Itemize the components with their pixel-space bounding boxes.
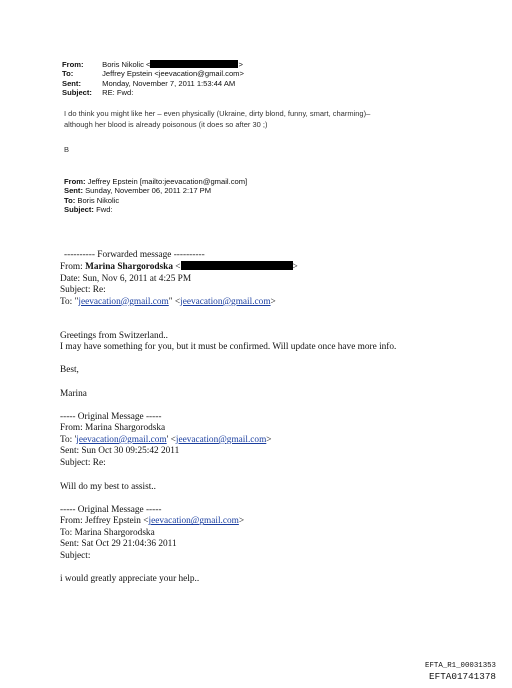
original1-to-prefix: To: ' (60, 434, 77, 445)
forwarded-to-end: > (270, 296, 276, 307)
forwarded-to-link1[interactable]: jeevacation@gmail.com (78, 296, 169, 307)
forward-from-value: Jeffrey Epstein [mailto:jeevacation@gmail.com] (87, 177, 248, 186)
original1-to-link1[interactable]: jeevacation@gmail.com (76, 434, 167, 445)
footer-stamps (425, 662, 496, 682)
reply-to-row (62, 69, 244, 78)
message-line1: Greetings from Switzerland.. (60, 331, 168, 341)
original1-separator: ----- Original Message ----- (60, 412, 162, 422)
forward-sent-value: Sunday, November 06, 2011 2:17 PM (85, 186, 212, 196)
forwarded-to-link2[interactable]: jeevacation@gmail.com (180, 296, 271, 307)
original2-to: To: Marina Shargorodska (60, 527, 155, 538)
original2-body: i would greatly appreciate your help.. (60, 574, 200, 584)
original2-subject: Subject: (60, 550, 91, 561)
reply-to-value: Jeffrey Epstein <jeevacation@gmail.com> (102, 69, 244, 79)
original-message-1 (60, 412, 272, 469)
original2-from-row (60, 516, 244, 527)
forward-to-row (64, 196, 247, 205)
reply-sent-value: Monday, November 7, 2011 1:53:44 AM (102, 78, 236, 88)
reply-sent-row (62, 79, 244, 88)
redaction-box (150, 60, 238, 68)
reply-header (62, 60, 244, 98)
original2-from-link[interactable]: jeevacation@gmail.com (148, 516, 239, 527)
original2-from-prefix: From: Jeffrey Epstein < (60, 516, 149, 527)
forwarded-from-name: Marina Shargorodska (85, 262, 173, 273)
reply-from-row (62, 60, 244, 69)
message-closing: Best, (60, 365, 79, 375)
message-line2: I may have something for you, but it must be confirmed. Will update once have more info. (60, 342, 397, 353)
forwarded-from-open: < (172, 262, 181, 273)
original1-sent: Sent: Sun Oct 30 09:25:42 2011 (60, 446, 180, 457)
message-name: Marina (60, 389, 87, 399)
forward-from-row (64, 177, 247, 186)
forward-from-label: From: (64, 177, 86, 186)
reply-subject-row (62, 88, 244, 97)
original1-to-end: > (266, 434, 272, 445)
original2-sent: Sent: Sat Oct 29 21:04:36 2011 (60, 539, 177, 550)
reply-subject-label: Subject: (62, 88, 92, 98)
reply-from-value: Boris Nikolic < (102, 60, 151, 69)
forwarded-to-mid: " < (168, 296, 181, 307)
reply-subject-value: RE: Fwd: (102, 88, 134, 98)
reply-to-label: To: (62, 69, 74, 79)
original2-separator: ----- Original Message ----- (60, 505, 162, 515)
original1-body: Will do my best to assist.. (60, 482, 156, 492)
forward-to-value: Boris Nikolic (77, 195, 120, 205)
original1-to-mid: ' < (166, 434, 176, 445)
forwarded-to-row (60, 297, 298, 308)
original-message-2 (60, 505, 244, 562)
reply-body-line2: although her blood is already poisonous (it does so after 30 ;) (64, 120, 268, 129)
message-body (60, 331, 396, 354)
forward-sent-row (64, 186, 247, 195)
forwarded-message (60, 250, 298, 308)
reply-signature: B (64, 145, 70, 154)
original1-to-link2[interactable]: jeevacation@gmail.com (175, 434, 267, 445)
footer-stamp-1: EFTA_R1_00031353 (425, 662, 496, 670)
forwarded-subject: Subject: Re: (60, 285, 106, 296)
original1-from: From: Marina Shargorodska (60, 423, 166, 434)
forwarded-from-row (60, 261, 298, 273)
forwarded-from-label: From: (60, 262, 86, 273)
forward-sent-label: Sent: (64, 186, 83, 196)
forwarded-from-close: > (292, 262, 298, 273)
forward-subject-label: Subject: (64, 205, 94, 215)
footer-stamp-2: EFTA01741378 (429, 671, 496, 682)
forward-subject-row (64, 205, 247, 214)
forward-subject-value: Fwd: (96, 205, 113, 215)
forwarded-separator: ---------- Forwarded message ---------- (64, 250, 205, 260)
redaction-box (181, 261, 293, 270)
original2-from-end: > (238, 516, 245, 527)
original1-subject: Subject: Re: (60, 457, 106, 468)
original1-to-row (60, 435, 272, 446)
forwarded-date: Date: Sun, Nov 6, 2011 at 4:25 PM (60, 273, 192, 284)
reply-from-label: From: (62, 60, 84, 69)
forward-header (64, 177, 247, 215)
reply-body-line1: I do think you might like her – even physically (Ukraine, dirty blond, funny, smart, charming)– (64, 109, 371, 118)
forward-to-label: To: (64, 195, 76, 205)
forwarded-to-prefix: To: " (60, 296, 79, 307)
reply-from-close: > (238, 60, 243, 69)
reply-sent-label: Sent: (62, 78, 81, 88)
